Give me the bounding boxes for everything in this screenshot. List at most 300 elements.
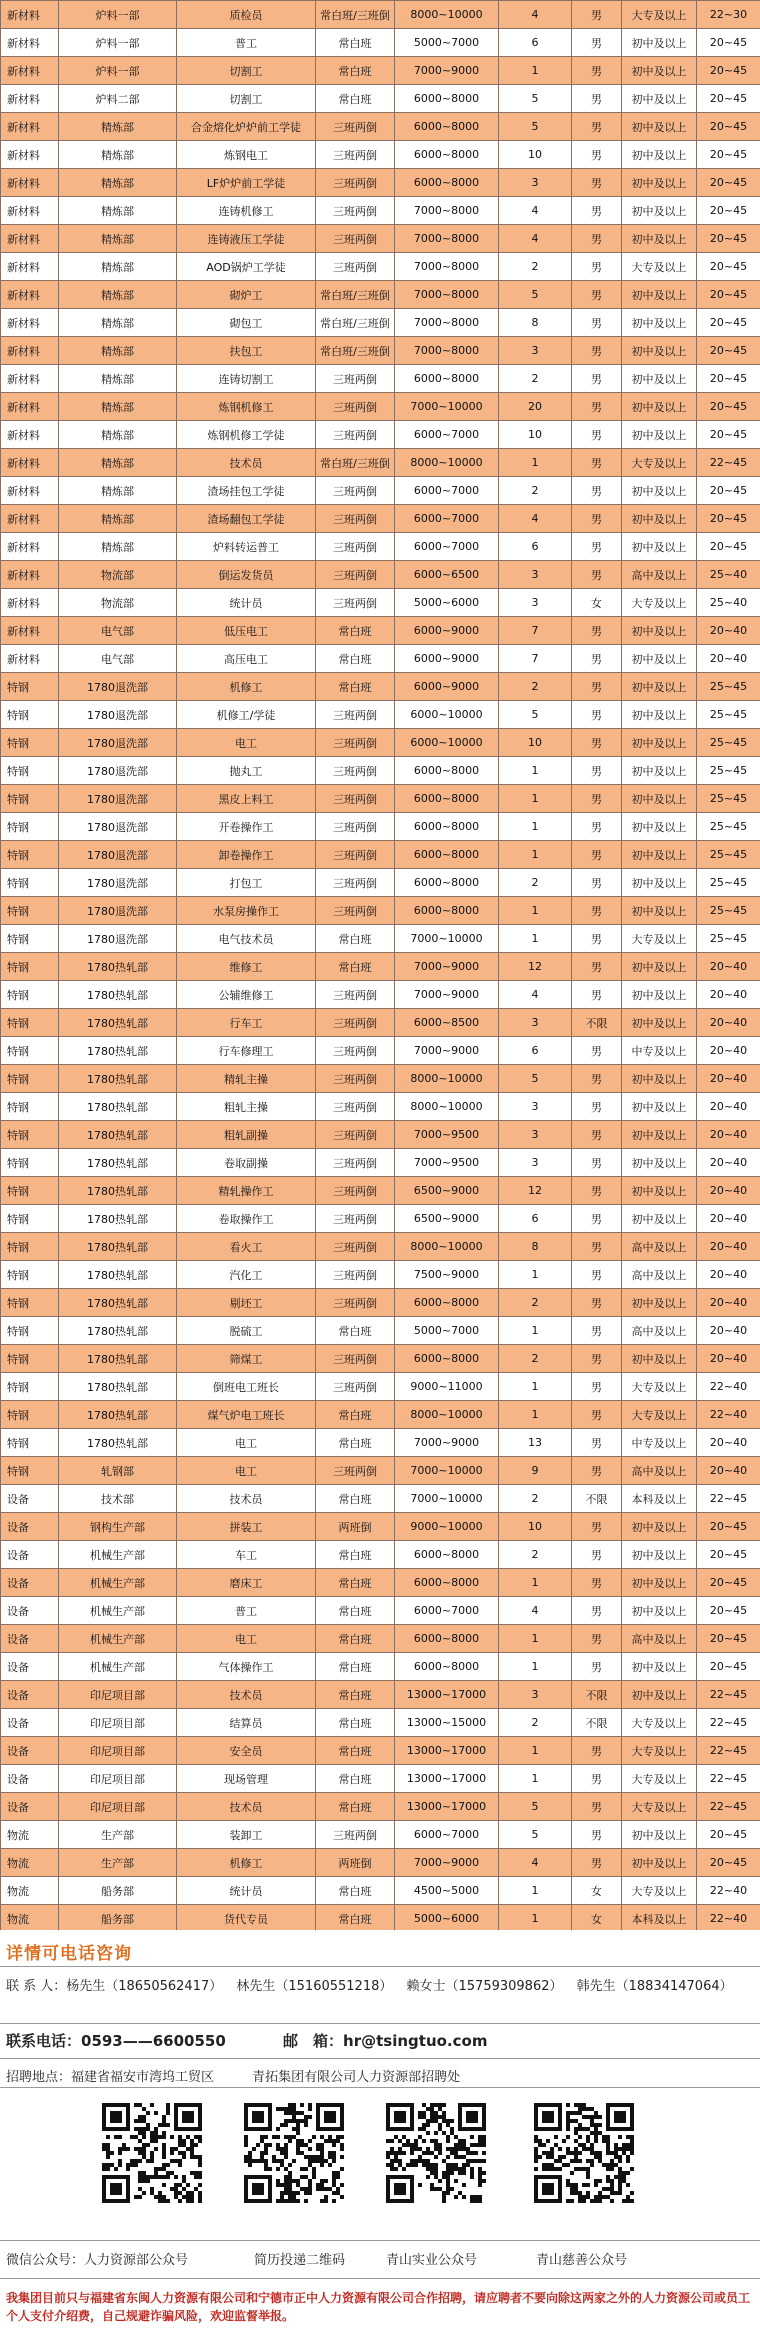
gender-cell: 女: [572, 1877, 622, 1905]
age-cell: 20~40: [697, 1261, 760, 1289]
division-cell: 设备: [1, 1513, 59, 1541]
shift-cell: 三班两倒: [316, 1233, 395, 1261]
shift-cell: 常白班: [316, 1625, 395, 1653]
table-row: [1, 897, 760, 925]
table-row: [1, 785, 760, 813]
shift-cell: 三班两倒: [316, 1149, 395, 1177]
headcount-cell: 8: [499, 309, 572, 337]
shift-cell: 三班两倒: [316, 869, 395, 897]
headcount-cell: 2: [499, 1345, 572, 1373]
table-row: [1, 29, 760, 57]
salary-cell: 5000~6000: [395, 589, 499, 617]
division-cell: 物流: [1, 1821, 59, 1849]
department-cell: 1780热轧部: [59, 1289, 177, 1317]
gender-cell: 不限: [572, 1009, 622, 1037]
position-cell: 机修工/学徒: [177, 701, 316, 729]
salary-cell: 6000~8000: [395, 757, 499, 785]
age-cell: 22~40: [697, 1373, 760, 1401]
salary-cell: 13000~15000: [395, 1709, 499, 1737]
gender-cell: 男: [572, 925, 622, 953]
division-cell: 新材料: [1, 57, 59, 85]
headcount-cell: 3: [499, 589, 572, 617]
department-cell: 1780退洗部: [59, 785, 177, 813]
salary-cell: 6000~7000: [395, 505, 499, 533]
education-cell: 中专及以上: [622, 1429, 697, 1457]
salary-cell: 6000~8000: [395, 365, 499, 393]
headcount-cell: 4: [499, 225, 572, 253]
age-cell: 20~45: [697, 281, 760, 309]
gender-cell: 男: [572, 1541, 622, 1569]
shift-cell: 三班两倒: [316, 981, 395, 1009]
department-cell: 机械生产部: [59, 1597, 177, 1625]
age-cell: 22~40: [697, 1905, 760, 1933]
age-cell: 25~45: [697, 841, 760, 869]
salary-cell: 6000~10000: [395, 729, 499, 757]
headcount-cell: 10: [499, 421, 572, 449]
position-cell: 精轧主操: [177, 1065, 316, 1093]
gender-cell: 男: [572, 701, 622, 729]
position-cell: 机修工: [177, 1849, 316, 1877]
department-cell: 生产部: [59, 1849, 177, 1877]
shift-cell: 三班两倒: [316, 757, 395, 785]
education-cell: 大专及以上: [622, 1401, 697, 1429]
age-cell: 20~40: [697, 1345, 760, 1373]
headcount-cell: 1: [499, 1317, 572, 1345]
gender-cell: 女: [572, 1905, 622, 1933]
headcount-cell: 6: [499, 29, 572, 57]
position-cell: 渣场翻包工学徒: [177, 505, 316, 533]
gender-cell: 男: [572, 1037, 622, 1065]
age-cell: 20~45: [697, 1821, 760, 1849]
division-cell: 设备: [1, 1793, 59, 1821]
education-cell: 初中及以上: [622, 197, 697, 225]
table-row: [1, 1345, 760, 1373]
division-cell: 新材料: [1, 589, 59, 617]
department-cell: 1780热轧部: [59, 1401, 177, 1429]
division-cell: 特钢: [1, 673, 59, 701]
education-cell: 初中及以上: [622, 1681, 697, 1709]
headcount-cell: 1: [499, 925, 572, 953]
position-cell: 电工: [177, 729, 316, 757]
headcount-cell: 4: [499, 505, 572, 533]
position-cell: 拼装工: [177, 1513, 316, 1541]
department-cell: 精炼部: [59, 197, 177, 225]
division-cell: 设备: [1, 1653, 59, 1681]
recruit-org: 青拓集团有限公司人力资源部招聘处: [252, 2070, 461, 2085]
department-cell: 印尼项目部: [59, 1765, 177, 1793]
headcount-cell: 7: [499, 617, 572, 645]
qr-caption: 青山实业公众号: [386, 2253, 478, 2268]
table-row: [1, 1261, 760, 1289]
salary-cell: 8000~10000: [395, 1233, 499, 1261]
position-cell: 扶包工: [177, 337, 316, 365]
position-cell: 切割工: [177, 57, 316, 85]
shift-cell: 常白班: [316, 1485, 395, 1513]
age-cell: 20~45: [697, 57, 760, 85]
table-row: [1, 1093, 760, 1121]
qr-caption: 微信公众号：人力资源部公众号: [6, 2253, 189, 2268]
headcount-cell: 20: [499, 393, 572, 421]
position-cell: 维修工: [177, 953, 316, 981]
age-cell: 25~40: [697, 589, 760, 617]
position-cell: 汽化工: [177, 1261, 316, 1289]
position-cell: 磨床工: [177, 1569, 316, 1597]
gender-cell: 男: [572, 197, 622, 225]
salary-cell: 6000~8000: [395, 1569, 499, 1597]
gender-cell: 男: [572, 253, 622, 281]
headcount-cell: 1: [499, 1569, 572, 1597]
table-row: [1, 757, 760, 785]
gender-cell: 男: [572, 841, 622, 869]
gender-cell: 男: [572, 1457, 622, 1485]
gender-cell: 男: [572, 309, 622, 337]
qr-code-icon: [238, 2097, 350, 2209]
shift-cell: 常白班: [316, 1681, 395, 1709]
education-cell: 大专及以上: [622, 1877, 697, 1905]
table-row: [1, 925, 760, 953]
salary-cell: 6000~8000: [395, 1541, 499, 1569]
education-cell: 初中及以上: [622, 85, 697, 113]
salary-cell: 6000~10000: [395, 701, 499, 729]
salary-cell: 6000~7000: [395, 1821, 499, 1849]
division-cell: 特钢: [1, 1401, 59, 1429]
table-row: [1, 1401, 760, 1429]
position-cell: 卷取副操: [177, 1149, 316, 1177]
position-cell: 货代专员: [177, 1905, 316, 1933]
headcount-cell: 3: [499, 1009, 572, 1037]
education-cell: 初中及以上: [622, 141, 697, 169]
gender-cell: 男: [572, 1793, 622, 1821]
headcount-cell: 2: [499, 1709, 572, 1737]
table-row: [1, 1121, 760, 1149]
department-cell: 炉料二部: [59, 85, 177, 113]
table-row: [1, 1597, 760, 1625]
department-cell: 1780热轧部: [59, 1037, 177, 1065]
qr-code-icon: [96, 2097, 208, 2209]
address-line: [6, 2066, 460, 2085]
table-row: [1, 1177, 760, 1205]
table-row: [1, 337, 760, 365]
division-cell: 特钢: [1, 1289, 59, 1317]
education-cell: 初中及以上: [622, 617, 697, 645]
age-cell: 25~45: [697, 785, 760, 813]
shift-cell: 三班两倒: [316, 841, 395, 869]
education-cell: 初中及以上: [622, 1289, 697, 1317]
table-row: [1, 1793, 760, 1821]
salary-cell: 6000~7000: [395, 533, 499, 561]
age-cell: 22~40: [697, 1877, 760, 1905]
age-cell: 20~40: [697, 1149, 760, 1177]
division-cell: 特钢: [1, 757, 59, 785]
salary-cell: 5000~7000: [395, 1317, 499, 1345]
gender-cell: 不限: [572, 1709, 622, 1737]
position-cell: LF炉炉前工学徒: [177, 169, 316, 197]
department-cell: 1780热轧部: [59, 1149, 177, 1177]
age-cell: 20~45: [697, 253, 760, 281]
shift-cell: 常白班: [316, 1765, 395, 1793]
position-cell: 安全员: [177, 1737, 316, 1765]
headcount-cell: 1: [499, 1401, 572, 1429]
shift-cell: 常白班: [316, 953, 395, 981]
department-cell: 机械生产部: [59, 1653, 177, 1681]
education-cell: 大专及以上: [622, 1765, 697, 1793]
department-cell: 机械生产部: [59, 1625, 177, 1653]
gender-cell: 男: [572, 1401, 622, 1429]
age-cell: 20~45: [697, 1541, 760, 1569]
shift-cell: 三班两倒: [316, 393, 395, 421]
salary-cell: 6000~8000: [395, 813, 499, 841]
position-cell: 技术员: [177, 1485, 316, 1513]
age-cell: 20~45: [697, 309, 760, 337]
shift-cell: 三班两倒: [316, 225, 395, 253]
headcount-cell: 4: [499, 1, 572, 29]
gender-cell: 男: [572, 673, 622, 701]
division-cell: 新材料: [1, 169, 59, 197]
headcount-cell: 3: [499, 169, 572, 197]
headcount-cell: 8: [499, 1233, 572, 1261]
gender-cell: 男: [572, 757, 622, 785]
education-cell: 大专及以上: [622, 449, 697, 477]
headcount-cell: 3: [499, 337, 572, 365]
qr-code-icon: [528, 2097, 640, 2209]
education-cell: 初中及以上: [622, 1121, 697, 1149]
salary-cell: 6000~8000: [395, 1345, 499, 1373]
gender-cell: 男: [572, 29, 622, 57]
department-cell: 精炼部: [59, 309, 177, 337]
salary-cell: 7000~10000: [395, 1457, 499, 1485]
age-cell: 20~40: [697, 1317, 760, 1345]
position-cell: 煤气炉电工班长: [177, 1401, 316, 1429]
gender-cell: 男: [572, 141, 622, 169]
salary-cell: 6000~9000: [395, 645, 499, 673]
education-cell: 初中及以上: [622, 337, 697, 365]
headcount-cell: 4: [499, 1597, 572, 1625]
position-cell: 粗轧副操: [177, 1121, 316, 1149]
department-cell: 船务部: [59, 1905, 177, 1933]
age-cell: 20~40: [697, 953, 760, 981]
table-row: [1, 1625, 760, 1653]
education-cell: 初中及以上: [622, 1205, 697, 1233]
position-cell: 高压电工: [177, 645, 316, 673]
salary-cell: 13000~17000: [395, 1765, 499, 1793]
salary-cell: 6500~9000: [395, 1205, 499, 1233]
department-cell: 1780退洗部: [59, 925, 177, 953]
position-cell: 气体操作工: [177, 1653, 316, 1681]
headcount-cell: 5: [499, 1793, 572, 1821]
gender-cell: 男: [572, 645, 622, 673]
shift-cell: 常白班/三班倒: [316, 309, 395, 337]
table-row: [1, 1233, 760, 1261]
position-cell: 炼钢机修工学徒: [177, 421, 316, 449]
salary-cell: 7000~9000: [395, 57, 499, 85]
gender-cell: 男: [572, 1569, 622, 1597]
education-cell: 初中及以上: [622, 1093, 697, 1121]
education-cell: 初中及以上: [622, 729, 697, 757]
table-row: [1, 113, 760, 141]
shift-cell: 三班两倒: [316, 701, 395, 729]
gender-cell: 男: [572, 421, 622, 449]
shift-cell: 三班两倒: [316, 561, 395, 589]
education-cell: 初中及以上: [622, 393, 697, 421]
division-cell: 新材料: [1, 337, 59, 365]
division-cell: 新材料: [1, 113, 59, 141]
table-row: [1, 1149, 760, 1177]
salary-cell: 8000~10000: [395, 1065, 499, 1093]
department-cell: 物流部: [59, 561, 177, 589]
education-cell: 大专及以上: [622, 1709, 697, 1737]
divider: [0, 2023, 760, 2024]
position-cell: 渣场挂包工学徒: [177, 477, 316, 505]
headcount-cell: 5: [499, 701, 572, 729]
division-cell: 设备: [1, 1681, 59, 1709]
department-cell: 电气部: [59, 617, 177, 645]
salary-cell: 8000~10000: [395, 449, 499, 477]
salary-cell: 9000~10000: [395, 1513, 499, 1541]
education-cell: 初中及以上: [622, 1009, 697, 1037]
gender-cell: 男: [572, 169, 622, 197]
divider: [0, 1966, 760, 1967]
age-cell: 20~45: [697, 1849, 760, 1877]
salary-cell: 13000~17000: [395, 1681, 499, 1709]
department-cell: 1780退洗部: [59, 813, 177, 841]
salary-cell: 6000~8500: [395, 1009, 499, 1037]
position-cell: 公辅维修工: [177, 981, 316, 1009]
division-cell: 新材料: [1, 225, 59, 253]
shift-cell: 三班两倒: [316, 505, 395, 533]
position-cell: 水泵房操作工: [177, 897, 316, 925]
age-cell: 20~45: [697, 197, 760, 225]
salary-cell: 7000~10000: [395, 925, 499, 953]
gender-cell: 男: [572, 729, 622, 757]
division-cell: 新材料: [1, 421, 59, 449]
division-cell: 特钢: [1, 1317, 59, 1345]
position-cell: 现场管理: [177, 1765, 316, 1793]
age-cell: 20~45: [697, 1653, 760, 1681]
division-cell: 新材料: [1, 1, 59, 29]
gender-cell: 男: [572, 897, 622, 925]
education-cell: 初中及以上: [622, 981, 697, 1009]
table-row: [1, 477, 760, 505]
shift-cell: 三班两倒: [316, 1457, 395, 1485]
table-row: [1, 953, 760, 981]
shift-cell: 常白班: [316, 1569, 395, 1597]
department-cell: 1780退洗部: [59, 841, 177, 869]
division-cell: 设备: [1, 1569, 59, 1597]
position-cell: 电工: [177, 1429, 316, 1457]
consult-title: 详情可电话咨询: [6, 1944, 132, 1964]
table-row: [1, 1877, 760, 1905]
shift-cell: 常白班: [316, 1877, 395, 1905]
table-row: [1, 1821, 760, 1849]
education-cell: 大专及以上: [622, 1373, 697, 1401]
headcount-cell: 1: [499, 449, 572, 477]
table-row: [1, 1009, 760, 1037]
table-row: [1, 1317, 760, 1345]
division-cell: 特钢: [1, 1037, 59, 1065]
table-row: [1, 673, 760, 701]
division-cell: 新材料: [1, 533, 59, 561]
shift-cell: 常白班: [316, 1653, 395, 1681]
headcount-cell: 2: [499, 673, 572, 701]
shift-cell: 常白班/三班倒: [316, 1, 395, 29]
position-cell: 低压电工: [177, 617, 316, 645]
salary-cell: 6000~7000: [395, 477, 499, 505]
shift-cell: 三班两倒: [316, 1345, 395, 1373]
shift-cell: 常白班/三班倒: [316, 281, 395, 309]
contact-person: 韩先生（18834147064）: [576, 1979, 733, 1994]
division-cell: 设备: [1, 1765, 59, 1793]
division-cell: 特钢: [1, 1345, 59, 1373]
education-cell: 初中及以上: [622, 1345, 697, 1373]
headcount-cell: 1: [499, 841, 572, 869]
department-cell: 物流部: [59, 589, 177, 617]
division-cell: 特钢: [1, 1429, 59, 1457]
shift-cell: 常白班: [316, 1905, 395, 1933]
table-row: [1, 1373, 760, 1401]
salary-cell: 6000~8000: [395, 85, 499, 113]
position-cell: 质检员: [177, 1, 316, 29]
education-cell: 高中及以上: [622, 1233, 697, 1261]
salary-cell: 7000~9500: [395, 1149, 499, 1177]
headcount-cell: 5: [499, 281, 572, 309]
headcount-cell: 1: [499, 1737, 572, 1765]
shift-cell: 三班两倒: [316, 589, 395, 617]
education-cell: 大专及以上: [622, 589, 697, 617]
education-cell: 初中及以上: [622, 1653, 697, 1681]
salary-cell: 5000~7000: [395, 29, 499, 57]
table-row: [1, 1709, 760, 1737]
table-row: [1, 1205, 760, 1233]
age-cell: 20~45: [697, 29, 760, 57]
headcount-cell: 4: [499, 1849, 572, 1877]
department-cell: 精炼部: [59, 421, 177, 449]
department-cell: 印尼项目部: [59, 1793, 177, 1821]
shift-cell: 常白班: [316, 1429, 395, 1457]
table-row: [1, 1681, 760, 1709]
gender-cell: 男: [572, 1345, 622, 1373]
headcount-cell: 1: [499, 785, 572, 813]
salary-cell: 7000~9000: [395, 981, 499, 1009]
education-cell: 高中及以上: [622, 1457, 697, 1485]
gender-cell: 男: [572, 1597, 622, 1625]
headcount-cell: 1: [499, 757, 572, 785]
headcount-cell: 1: [499, 813, 572, 841]
education-cell: 初中及以上: [622, 29, 697, 57]
position-cell: 开卷操作工: [177, 813, 316, 841]
division-cell: 设备: [1, 1485, 59, 1513]
headcount-cell: 2: [499, 1485, 572, 1513]
salary-cell: 7000~8000: [395, 253, 499, 281]
division-cell: 物流: [1, 1877, 59, 1905]
education-cell: 本科及以上: [622, 1905, 697, 1933]
age-cell: 20~45: [697, 477, 760, 505]
position-cell: 卷取操作工: [177, 1205, 316, 1233]
position-cell: 电工: [177, 1457, 316, 1485]
education-cell: 初中及以上: [622, 1149, 697, 1177]
table-row: [1, 449, 760, 477]
contact-list: [6, 1976, 754, 1997]
position-cell: 技术员: [177, 1793, 316, 1821]
gender-cell: 男: [572, 1205, 622, 1233]
education-cell: 初中及以上: [622, 701, 697, 729]
gender-cell: 男: [572, 533, 622, 561]
position-cell: 倒运发货员: [177, 561, 316, 589]
gender-cell: 男: [572, 1821, 622, 1849]
shift-cell: 三班两倒: [316, 365, 395, 393]
headcount-cell: 5: [499, 85, 572, 113]
department-cell: 炉料一部: [59, 57, 177, 85]
gender-cell: 男: [572, 113, 622, 141]
